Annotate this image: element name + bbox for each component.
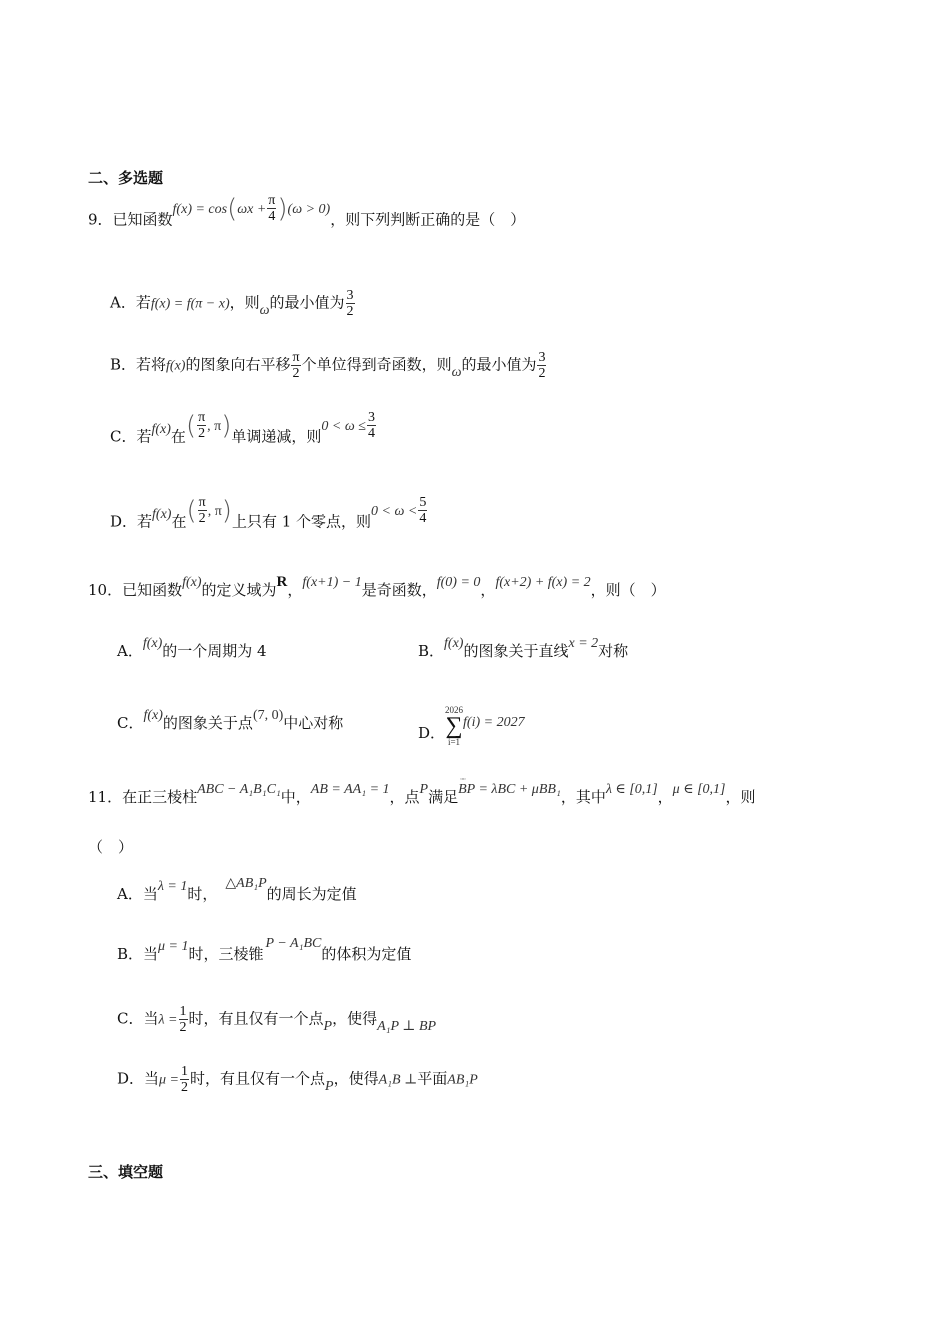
text: 个单位得到奇函数，则: [301, 355, 452, 374]
text: 时，有且仅有一个点: [188, 1009, 324, 1028]
q9c-interval-fraction: [197, 410, 206, 441]
option-label: B．若将: [110, 355, 167, 374]
paren-left: (: [185, 410, 197, 441]
text: 的最小值为: [461, 355, 537, 374]
text: 的体积为定值: [321, 945, 412, 963]
point-expr: (7, 0): [252, 708, 284, 723]
frac-den: 2: [198, 511, 206, 526]
q10-option-b[interactable]: [418, 636, 629, 663]
q10-expr2: f(0) = 0: [436, 575, 481, 590]
text: ，: [287, 581, 303, 599]
frac-den: 4: [367, 426, 375, 441]
mu-range: μ ∈ [0,1]: [672, 782, 726, 797]
text: 的最小值为: [269, 293, 345, 312]
frac-num: π: [268, 193, 276, 208]
frac-num: π: [198, 495, 206, 510]
paren-right: ): [221, 410, 232, 441]
frac-num: 1: [179, 1004, 187, 1019]
text: 平面: [417, 1069, 448, 1088]
q9a-fraction: [346, 288, 355, 319]
fx: f(x): [143, 708, 163, 723]
sum-upper: 2026: [445, 705, 464, 715]
paren-right: ): [221, 495, 232, 526]
question-11-stem: [88, 782, 756, 809]
point-p: P: [419, 782, 429, 797]
option-label: B．当: [117, 945, 159, 963]
text: ，则: [725, 788, 756, 806]
frac-num: 5: [419, 495, 427, 510]
question-10-stem: [88, 574, 666, 602]
section-title-multi-choice: 二、多选题: [88, 169, 164, 187]
frac-den: 2: [179, 1020, 187, 1035]
point-p: P: [323, 1018, 333, 1034]
var-expr: μ =: [159, 1072, 180, 1088]
fx: f(x): [444, 636, 464, 651]
frac-den: 2: [198, 426, 206, 441]
q9-option-b[interactable]: [110, 350, 547, 381]
interval-end: , π: [207, 503, 222, 519]
frac-den: 2: [181, 1080, 189, 1095]
option-label: D．当: [117, 1069, 160, 1088]
q11-option-b[interactable]: [117, 936, 412, 966]
q9-number: 9．已知函数: [88, 210, 173, 229]
text: ，点: [389, 788, 420, 806]
frac-num: 3: [367, 410, 375, 425]
frac-num: 3: [346, 288, 354, 303]
lambda-range: λ ∈ [0,1]: [605, 782, 658, 797]
q9-fraction: [267, 193, 276, 224]
text: 在: [171, 512, 187, 531]
q11-option-d[interactable]: [117, 1064, 478, 1095]
text: ，使得: [333, 1069, 379, 1088]
text: ，: [657, 788, 673, 806]
text: 上只有 1 个零点，则: [231, 512, 372, 531]
sum-expr: f(i) = 2027: [463, 715, 525, 730]
q9-option-a[interactable]: [110, 288, 356, 319]
pyramid-expr: P − A₁BC: [265, 936, 322, 951]
text: 的定义域为: [201, 581, 277, 599]
option-label: D．若: [110, 512, 153, 531]
text: 的周长为定值: [266, 885, 357, 903]
cond-expr: λ = 1: [157, 879, 188, 894]
frac-den: 2: [346, 304, 354, 319]
q9b-fraction-shift: [291, 350, 300, 381]
q9a-expr: f(x) = f(π − x): [150, 296, 230, 312]
text: ，则（ ）: [590, 581, 666, 599]
q11c-fraction: [179, 1004, 188, 1035]
text: 中，: [280, 788, 311, 806]
paren-left: (: [186, 495, 197, 526]
perp-expr: A₁B ⊥: [378, 1072, 418, 1088]
question-9-stem: [88, 193, 526, 236]
q10-expr3: f(x+2) + f(x) = 2: [495, 575, 591, 590]
text: 的一个周期为 4: [162, 642, 267, 660]
perp-expr: A₁P ⊥ BP: [377, 1018, 437, 1034]
text: 对称: [598, 642, 629, 660]
plane-expr: AB₁P: [447, 1072, 478, 1088]
q11d-fraction: [180, 1064, 189, 1095]
option-label: C．: [117, 714, 144, 732]
q9d-fraction: [418, 495, 427, 526]
q10-expr1: f(x+1) − 1: [302, 575, 362, 590]
paren-left: (: [227, 193, 238, 224]
q11-option-a[interactable]: [117, 876, 357, 906]
text: 的图象向右平移: [185, 355, 291, 374]
text: 的图象关于点: [162, 714, 253, 732]
sum-lower: i=1: [447, 737, 461, 747]
option-label: D．: [418, 724, 446, 742]
prism-expr: ABC − A₁B₁C₁: [197, 782, 281, 797]
fx: f(x): [182, 575, 202, 590]
q9-func: f(x) = cos: [172, 201, 228, 217]
omega-symbol: ω: [259, 302, 270, 318]
fx: f(x): [151, 421, 171, 437]
frac-num: 3: [538, 350, 546, 365]
q9c-fraction: [367, 410, 376, 441]
q10-option-d[interactable]: [418, 705, 525, 755]
text: 时，三棱锥: [188, 945, 264, 963]
text: 时，有且仅有一个点: [190, 1069, 326, 1088]
triangle-expr: △AB₁P: [225, 876, 267, 891]
q9-tail: ，则下列判断正确的是（ ）: [330, 210, 526, 229]
q9-option-c[interactable]: [110, 410, 377, 453]
frac-num: 1: [181, 1064, 189, 1079]
vector-expr: ▫▫▫ BP = λBC + μBB₁: [458, 780, 561, 800]
q11-option-c[interactable]: [117, 1004, 436, 1035]
text: 中心对称: [283, 714, 344, 732]
omega-symbol: ω: [451, 364, 462, 380]
frac-num: π: [198, 410, 206, 425]
section-title-fill-blank: 三、填空题: [88, 1163, 164, 1181]
text: ，: [480, 581, 496, 599]
option-label: A．: [117, 642, 143, 660]
cond-expr: μ = 1: [158, 939, 189, 954]
q11-number: 11．在正三棱柱: [88, 788, 198, 806]
var-expr: λ =: [158, 1012, 178, 1028]
q10-number: 10．已知函数: [88, 581, 183, 599]
q10-option-a[interactable]: [117, 636, 267, 663]
point-p: P: [325, 1078, 334, 1094]
q9-arg: ωx +: [237, 201, 267, 217]
text: 满足: [428, 788, 459, 806]
fx: f(x): [166, 358, 186, 374]
option-label: C．当: [117, 1009, 159, 1028]
text: 在: [170, 427, 186, 446]
option-label: B．: [418, 642, 445, 660]
real-set-symbol: R: [276, 574, 288, 590]
q11-answer-paren: （ ）: [88, 838, 134, 856]
option-label: A．若: [110, 293, 151, 312]
text: 是奇函数，: [361, 581, 437, 599]
q9-cond: (ω > 0): [287, 201, 331, 217]
fx: f(x): [152, 506, 172, 522]
frac-den: 4: [419, 511, 427, 526]
text: 时，: [187, 885, 218, 903]
text: 单调递减，则: [231, 427, 322, 446]
option-label: A．当: [117, 885, 158, 903]
q9d-cond: 0 < ω <: [371, 503, 418, 519]
text: ，则: [229, 293, 260, 312]
option-label: C．若: [110, 427, 152, 446]
text: ，使得: [332, 1009, 378, 1028]
fx: f(x): [142, 636, 163, 651]
q10-option-c[interactable]: [117, 708, 344, 735]
paren-right: ): [277, 193, 288, 224]
q9b-fraction-min: [537, 350, 546, 381]
text: 的图象关于直线: [463, 642, 569, 660]
q9d-interval-fraction: [198, 495, 207, 526]
length-expr: AB = AA₁ = 1: [310, 782, 390, 797]
frac-den: 2: [538, 366, 546, 381]
frac-den: 2: [292, 366, 300, 381]
summation-symbol: [445, 705, 463, 747]
text: ，其中: [560, 788, 606, 806]
interval-end: , π: [207, 418, 222, 434]
q9-option-d[interactable]: [110, 495, 428, 538]
frac-den: 4: [268, 209, 276, 224]
frac-num: π: [292, 350, 300, 365]
q9c-cond: 0 < ω ≤: [321, 418, 366, 434]
line-expr: x = 2: [568, 636, 599, 651]
sigma-glyph: ∑: [445, 713, 463, 739]
